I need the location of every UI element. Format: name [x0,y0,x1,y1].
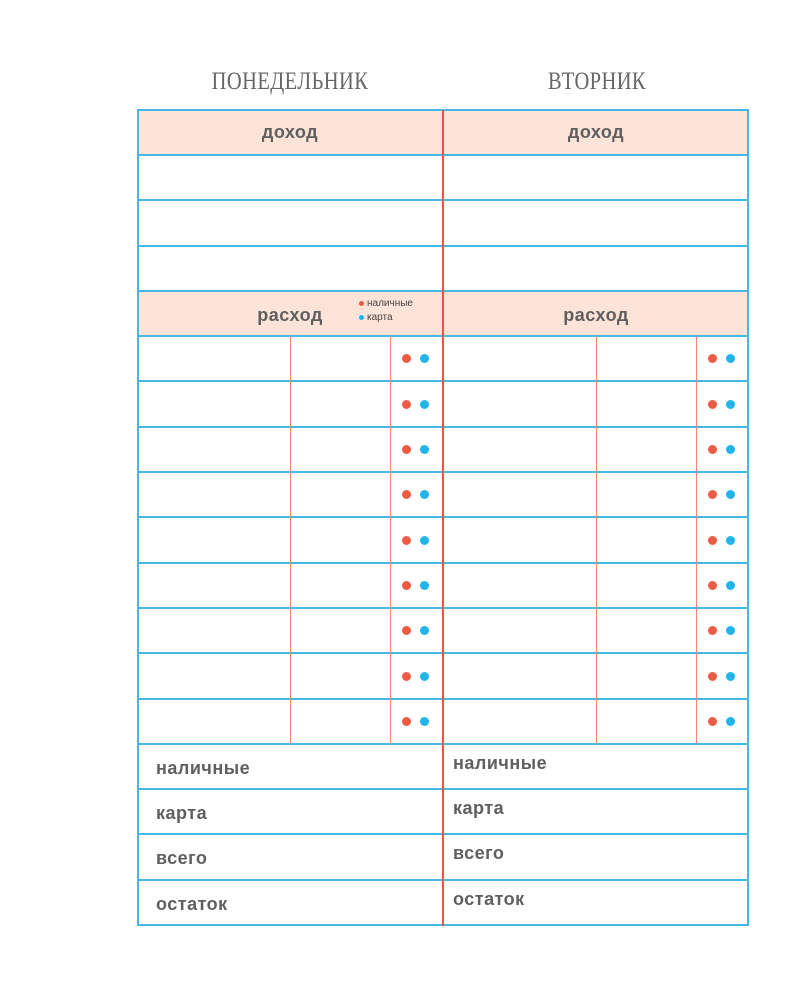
day-divider [442,110,444,926]
cash-dot-icon [708,717,717,726]
cash-dot-icon [708,354,717,363]
legend-card-label: карта [367,312,393,323]
payment-type-markers [708,445,768,457]
summary-total-label: всего [453,843,505,863]
cash-dot-icon [359,301,364,306]
card-dot-icon [420,626,429,635]
card-dot-icon [420,445,429,454]
card-dot-icon [726,445,735,454]
summary-total-label: всего [156,848,208,868]
card-dot-icon [420,490,429,499]
expense-column-divider [596,336,597,744]
payment-type-markers [708,354,768,366]
payment-type-markers [402,672,462,684]
payment-type-markers [708,490,768,502]
card-dot-icon [726,490,735,499]
card-dot-icon [726,626,735,635]
cash-dot-icon [402,354,411,363]
payment-type-markers [708,581,768,593]
summary-balance-label: остаток [453,889,525,909]
cash-dot-icon [708,445,717,454]
payment-legend [359,297,413,325]
cash-dot-icon [402,626,411,635]
cash-dot-icon [402,445,411,454]
budget-planner-table [137,110,749,926]
cash-dot-icon [402,400,411,409]
payment-type-markers [708,536,768,548]
cash-dot-icon [708,581,717,590]
legend-cash-label: наличные [367,298,413,309]
day-title-tuesday: ВТОРНИК [547,68,647,95]
cash-dot-icon [708,400,717,409]
cash-dot-icon [402,490,411,499]
table-border [747,110,749,926]
card-dot-icon [420,717,429,726]
expense-column-divider [696,336,697,744]
card-dot-icon [359,315,364,320]
payment-type-markers [402,581,462,593]
card-dot-icon [726,354,735,363]
card-dot-icon [420,672,429,681]
cash-dot-icon [402,581,411,590]
legend-card [359,311,413,325]
cash-dot-icon [708,672,717,681]
payment-type-markers [708,672,768,684]
payment-type-markers [708,717,768,729]
income-label: доход [261,122,319,142]
cash-dot-icon [708,626,717,635]
cash-dot-icon [402,536,411,545]
table-border [137,110,139,926]
payment-type-markers [708,626,768,638]
summary-balance-label: остаток [156,894,228,914]
card-dot-icon [726,581,735,590]
card-dot-icon [726,717,735,726]
payment-type-markers [402,626,462,638]
card-dot-icon [726,536,735,545]
payment-type-markers [402,445,462,457]
payment-type-markers [402,536,462,548]
card-dot-icon [420,536,429,545]
card-dot-icon [420,354,429,363]
income-label: доход [567,122,625,142]
card-dot-icon [420,581,429,590]
expense-column-divider [390,336,391,744]
cash-dot-icon [402,672,411,681]
summary-card-label: карта [156,803,208,823]
expense-label: расход [257,305,323,325]
summary-cash-label: наличные [156,758,251,778]
expense-label: расход [563,305,629,325]
expense-column-divider [290,336,291,744]
card-dot-icon [726,672,735,681]
summary-card-label: карта [453,798,505,818]
cash-dot-icon [402,717,411,726]
payment-type-markers [402,354,462,366]
cash-dot-icon [708,536,717,545]
day-title-monday: ПОНЕДЕЛЬНИК [211,68,369,95]
card-dot-icon [420,400,429,409]
card-dot-icon [726,400,735,409]
summary-cash-label: наличные [453,753,548,773]
payment-type-markers [708,400,768,412]
legend-cash [359,297,413,311]
payment-type-markers [402,717,462,729]
payment-type-markers [402,400,462,412]
payment-type-markers [402,490,462,502]
cash-dot-icon [708,490,717,499]
